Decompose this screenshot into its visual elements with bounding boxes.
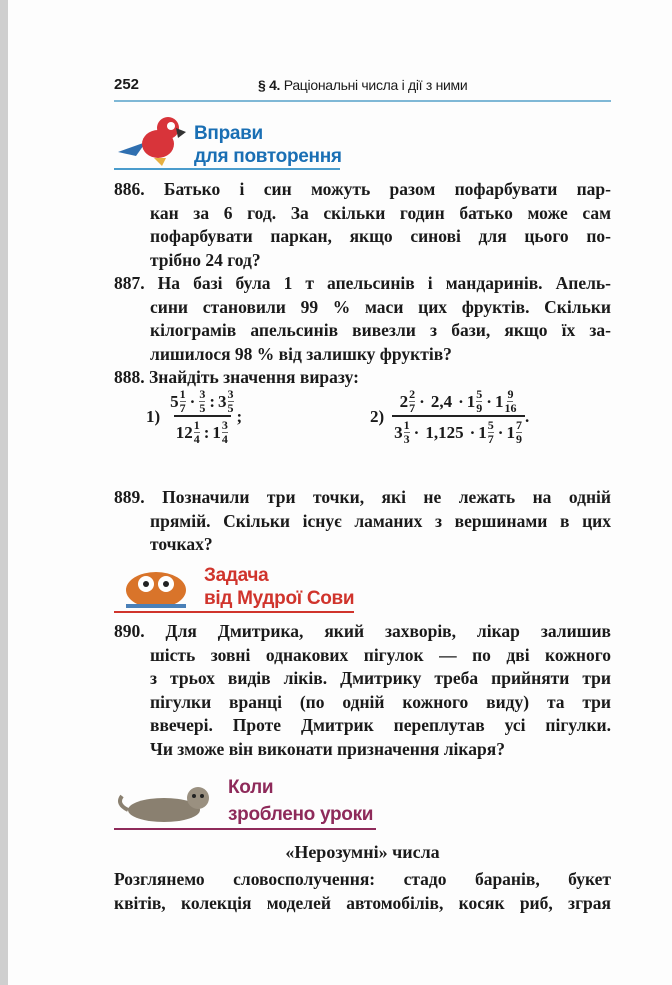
denominator: 4 xyxy=(221,432,228,446)
decimal-number: 2,4 xyxy=(430,391,453,411)
heading-rule xyxy=(114,828,376,830)
text-line: 890. Для Дмитрика, який захворів, лікар залишив xyxy=(114,621,611,641)
operator: · xyxy=(189,391,196,411)
expression-2 xyxy=(370,388,529,446)
numerator: 1 xyxy=(403,418,410,432)
numerator: 7 xyxy=(515,418,522,432)
heading-line-1: Коли xyxy=(228,777,274,798)
operator: : xyxy=(209,391,216,411)
fraction-part xyxy=(516,419,522,446)
fraction xyxy=(198,388,206,415)
decimal-number: 1,125 xyxy=(425,422,464,442)
mixed-number xyxy=(212,419,229,446)
numerator: 1 xyxy=(193,418,200,432)
expression-punctuation: . xyxy=(524,407,530,426)
fraction-part xyxy=(194,419,200,446)
whole-part: 1 xyxy=(466,391,476,411)
fraction-part xyxy=(222,419,228,446)
section-heading-exercises xyxy=(194,122,342,168)
heading-rule xyxy=(114,611,354,613)
denominator-row xyxy=(174,415,231,446)
fraction-part xyxy=(180,388,186,415)
fraction-part xyxy=(504,388,516,415)
mixed-number xyxy=(495,388,518,415)
fraction-part xyxy=(476,388,482,415)
fraction-part xyxy=(228,388,234,415)
numerator: 3 xyxy=(199,387,206,401)
exercise-890 xyxy=(114,620,611,761)
text-line: кан за 6 год. За скільки годин батько може сам xyxy=(150,202,611,223)
mixed-number xyxy=(170,388,187,415)
exercise-886 xyxy=(114,178,611,272)
text-line: 887. На базі була 1 т апельсинів і мандаринів. Апель- xyxy=(114,273,611,293)
numerator: 5 xyxy=(487,418,494,432)
text-line: пофарбувати паркан, якщо синові для цього по- xyxy=(150,226,611,246)
exercise-887 xyxy=(114,272,611,366)
denominator: 5 xyxy=(227,401,234,415)
mixed-number xyxy=(176,419,201,446)
text-line: з трьох видів ліків. Дмитрику треба прийняти три xyxy=(150,668,611,688)
whole-part: 3 xyxy=(394,422,403,442)
mixed-number xyxy=(467,388,484,415)
running-header xyxy=(258,77,467,93)
numerator: 3 xyxy=(221,418,228,432)
parrot-icon xyxy=(116,112,186,168)
text-line: 889. Позначили три точки, які не лежать на одній xyxy=(114,487,611,507)
denominator: 4 xyxy=(193,432,200,446)
heading-rule xyxy=(114,168,340,170)
operator: · xyxy=(497,422,504,442)
fraction-part xyxy=(409,388,415,415)
whole-part: 5 xyxy=(170,391,179,411)
text-line: пігулки вранці (по одній кожного виду) та три xyxy=(150,691,611,712)
subsection-title: «Нерозумні» числа xyxy=(285,842,440,862)
heading-line-2: для повторення xyxy=(194,146,342,167)
mixed-number xyxy=(218,388,235,415)
header-rule xyxy=(114,100,611,102)
denominator-row xyxy=(392,415,525,446)
denominator: 9 xyxy=(476,401,483,415)
whole-part: 12 xyxy=(175,422,193,442)
fraction-part xyxy=(199,388,205,415)
whole-part: 1 xyxy=(212,422,221,442)
operator: : xyxy=(203,422,210,442)
denominator: 5 xyxy=(199,401,206,415)
denominator: 7 xyxy=(487,432,494,446)
whole-part: 1 xyxy=(478,422,487,442)
mixed-number xyxy=(506,419,523,446)
denominator: 7 xyxy=(179,401,186,415)
text-line: 886. Батько і син можуть разом пофарбувати пар- xyxy=(114,179,611,199)
numerator-row xyxy=(398,388,520,415)
whole-part: 1 xyxy=(494,391,504,411)
paragraph xyxy=(114,868,611,915)
denominator: 16 xyxy=(504,401,517,415)
heading-line-2: зроблено уроки xyxy=(228,804,374,825)
operator: · xyxy=(486,391,492,411)
numerator: 1 xyxy=(179,387,186,401)
section-heading-after-lessons xyxy=(228,776,373,826)
expression-label: 2) xyxy=(370,407,385,426)
section-mark: § 4. xyxy=(258,77,281,93)
text-line: лишилося 98 % від залишку фруктів? xyxy=(150,343,452,364)
numerator: 5 xyxy=(476,387,483,401)
mixed-number xyxy=(478,419,495,446)
text-line: кілограмів апельсинів вивезли з бази, якщо їх за- xyxy=(150,320,611,340)
text-line: трібно 24 год? xyxy=(150,249,261,270)
exercise-889 xyxy=(114,486,611,557)
mixed-number xyxy=(394,419,411,446)
text-line: квітів, колекція моделей автомобілів, косяк риб, зграя xyxy=(114,892,611,913)
numerator: 3 xyxy=(227,387,234,401)
operator: · xyxy=(458,391,464,411)
denominator: 7 xyxy=(409,401,416,415)
whole-part: 1 xyxy=(506,422,515,442)
operator: · xyxy=(469,422,476,442)
denominator: 3 xyxy=(403,432,410,446)
heading-line-2: від Мудрої Сови xyxy=(204,588,355,609)
text-line: Розглянемо словосполучення: стадо баранів, букет xyxy=(114,869,611,889)
text-line: шість зовні однакових пігулок — по дві кожного xyxy=(150,644,611,665)
whole-part: 3 xyxy=(218,391,227,411)
numerator: 2 xyxy=(409,387,416,401)
expression-punctuation: ; xyxy=(236,407,243,426)
expression-1 xyxy=(146,388,242,446)
main-fraction xyxy=(392,388,525,446)
heading-line-1: Вправи xyxy=(194,123,263,144)
operator: · xyxy=(419,391,425,411)
numerator: 9 xyxy=(507,387,514,401)
whole-part: 2 xyxy=(399,391,409,411)
main-fraction xyxy=(168,388,236,446)
expression-label: 1) xyxy=(146,407,161,426)
exercise-888-text: 888. Знайдіть значення виразу: xyxy=(114,367,359,387)
mixed-number xyxy=(400,388,417,415)
cat-icon xyxy=(116,776,216,828)
text-line: прямій. Скільки існує ламаних з вершинами в цих xyxy=(150,510,611,531)
numerator-row xyxy=(168,388,236,415)
denominator: 9 xyxy=(515,432,522,446)
section-title: Раціональні числа і дії з ними xyxy=(283,77,468,93)
exercise-888 xyxy=(114,366,611,390)
fraction-part xyxy=(488,419,494,446)
text-line: сини становили 99 % маси цих фруктів. Скільки xyxy=(150,296,611,317)
operator: · xyxy=(413,422,420,442)
page-number: 252 xyxy=(114,76,140,93)
text-line: точках? xyxy=(150,534,213,554)
section-heading-owl-task xyxy=(204,564,354,610)
owl-icon xyxy=(116,562,196,612)
text-line: ввечері. Проте Дмитрик переплутав усі пігулки. xyxy=(150,715,611,735)
heading-line-1: Задача xyxy=(204,565,269,586)
text-line: Чи зможе він виконати призначення лікаря? xyxy=(150,738,505,759)
fraction-part xyxy=(404,419,410,446)
